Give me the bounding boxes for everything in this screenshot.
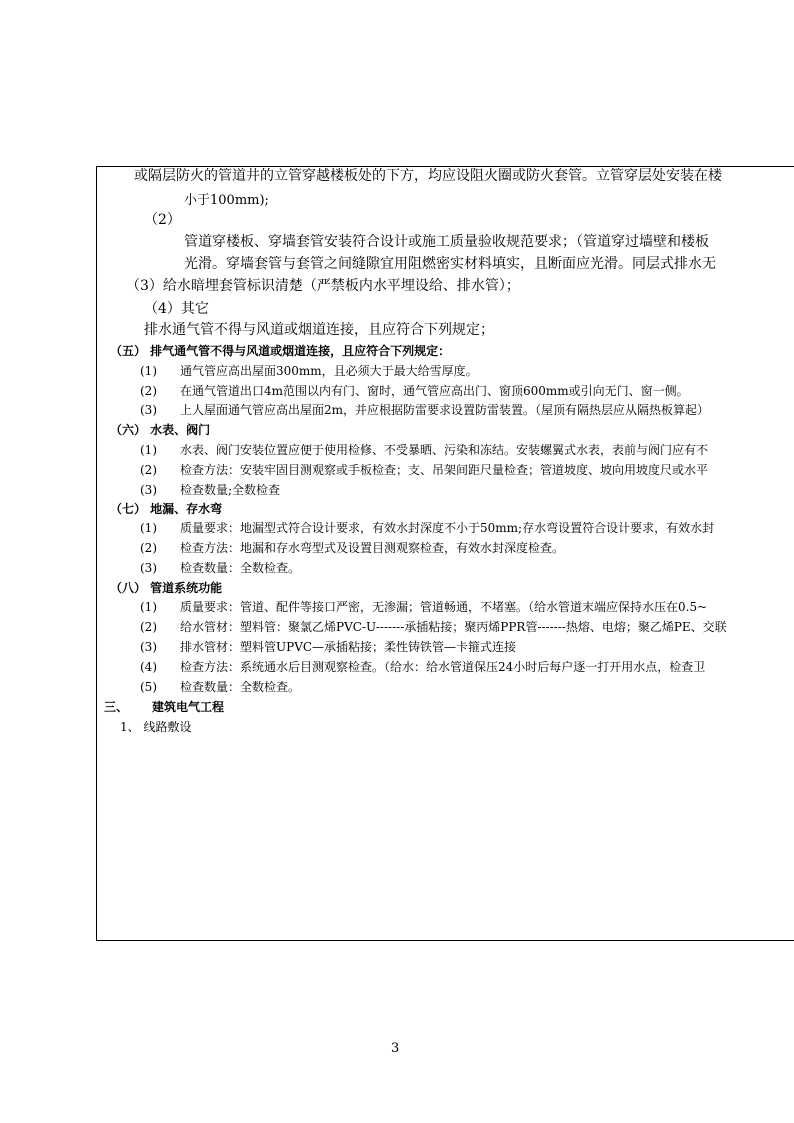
item-label: （2） [144, 212, 181, 228]
item-text: 在通气管道出口4m范围以内有门、窗时，通气管应高出门、窗顶600mm或引向无门、窗一侧。 [180, 384, 689, 398]
section-heading: （八） 管道系统功能 [110, 581, 223, 595]
paragraph-line: 小于100mm); [184, 193, 269, 208]
item-text: 上人屋面通气管应高出屋面2m，并应根据防雷要求设置防雷装置。（屋顶有隔热层应从隔热板算起） [180, 403, 710, 417]
item-text: 检查方法：地漏和存水弯型式及设置目测观察检查，有效水封深度检查。 [180, 541, 565, 555]
item-number: (5) [140, 680, 157, 694]
item-text: 检查数量：全数检查。 [180, 561, 301, 575]
item-number: (1) [140, 600, 157, 614]
page-number: 3 [391, 1041, 400, 1056]
item-text: 给水管材：塑料管：聚氯乙烯PVC-U-------承插粘接；聚丙烯PPR管-------热熔、电熔；聚乙烯PE、交联 [180, 620, 727, 634]
item-number: (2) [140, 541, 157, 555]
item-number: (3) [140, 483, 157, 497]
item-text: 检查方法：系统通水后目测观察检查。（给水：给水管道保压24小时后每户逐一打开用水点，检查卫 [180, 660, 706, 674]
paragraph-line: （3）给水暗埋套管标识清楚（严禁板内水平埋设给、排水管）； [126, 278, 520, 294]
item-text: 检查数量：全数检查。 [180, 680, 301, 694]
item-text: 检查方法：安装牢固目测观察或手板检查；支、吊架间距尺量检查；管道坡度、坡向用坡度尺或水平 [180, 463, 709, 477]
item-text: 排水管材：塑料管UPVC—承插粘接；柔性铸铁管—卡箍式连接 [180, 640, 517, 654]
item-number: (1) [140, 521, 157, 535]
part-number: 三、 [104, 700, 129, 714]
paragraph-line: 排水通气管不得与风道或烟道连接，且应符合下列规定； [144, 322, 494, 338]
part-heading: 建筑电气工程 [152, 700, 225, 714]
item-text: 水表、阀门安装位置应便于使用检修、不受暴晒、污染和冻结。安装螺翼式水表，表前与阀门应有不 [180, 443, 709, 457]
item-number: (4) [140, 660, 157, 674]
item-number: (3) [140, 403, 157, 417]
item-number: (1) [140, 443, 157, 457]
item-text: 检查数量;全数检查 [180, 483, 281, 497]
paragraph-line: 管道穿楼板、穿墙套管安装符合设计或施工质量验收规范要求；（管道穿过墙壁和楼板 [184, 234, 709, 250]
section-heading: （六） 水表、阀门 [110, 423, 211, 437]
item-number: (2) [140, 620, 157, 634]
section-heading: （七） 地漏、存水弯 [110, 502, 223, 516]
item-text: 质量要求：地漏型式符合设计要求，有效水封深度不小于50mm;存水弯设置符合设计要求，有效水封 [180, 521, 715, 535]
item-text: 质量要求：管道、配件等接口严密，无渗漏；管道畅通，不堵塞。（给水管道末端应保持水压在0.5~ [180, 600, 708, 614]
item-number: (3) [140, 640, 157, 654]
item-number: (3) [140, 561, 157, 575]
item-number: (2) [140, 463, 157, 477]
section-heading: （五） 排气通气管不得与风道或烟道连接，且应符合下列规定： [110, 344, 451, 358]
paragraph-line: 光滑。穿墙套管与套管之间缝隙宜用阻燃密实材料填实，且断面应光滑。同层式排水无 [184, 256, 716, 272]
paragraph-line: 或隔层防火的管道井的立管穿越楼板处的下方，均应设阻火圈或防火套管。立管穿层处安装在楼 [134, 168, 722, 184]
item-text: 通气管应高出屋面300mm，且必须大于最大给雪厚度。 [180, 364, 478, 378]
item-number: (2) [140, 384, 157, 398]
subsection-heading: 1、 线路敷设 [120, 720, 192, 734]
item-number: (1) [140, 364, 157, 378]
item-label: （4）其它 [144, 301, 209, 317]
